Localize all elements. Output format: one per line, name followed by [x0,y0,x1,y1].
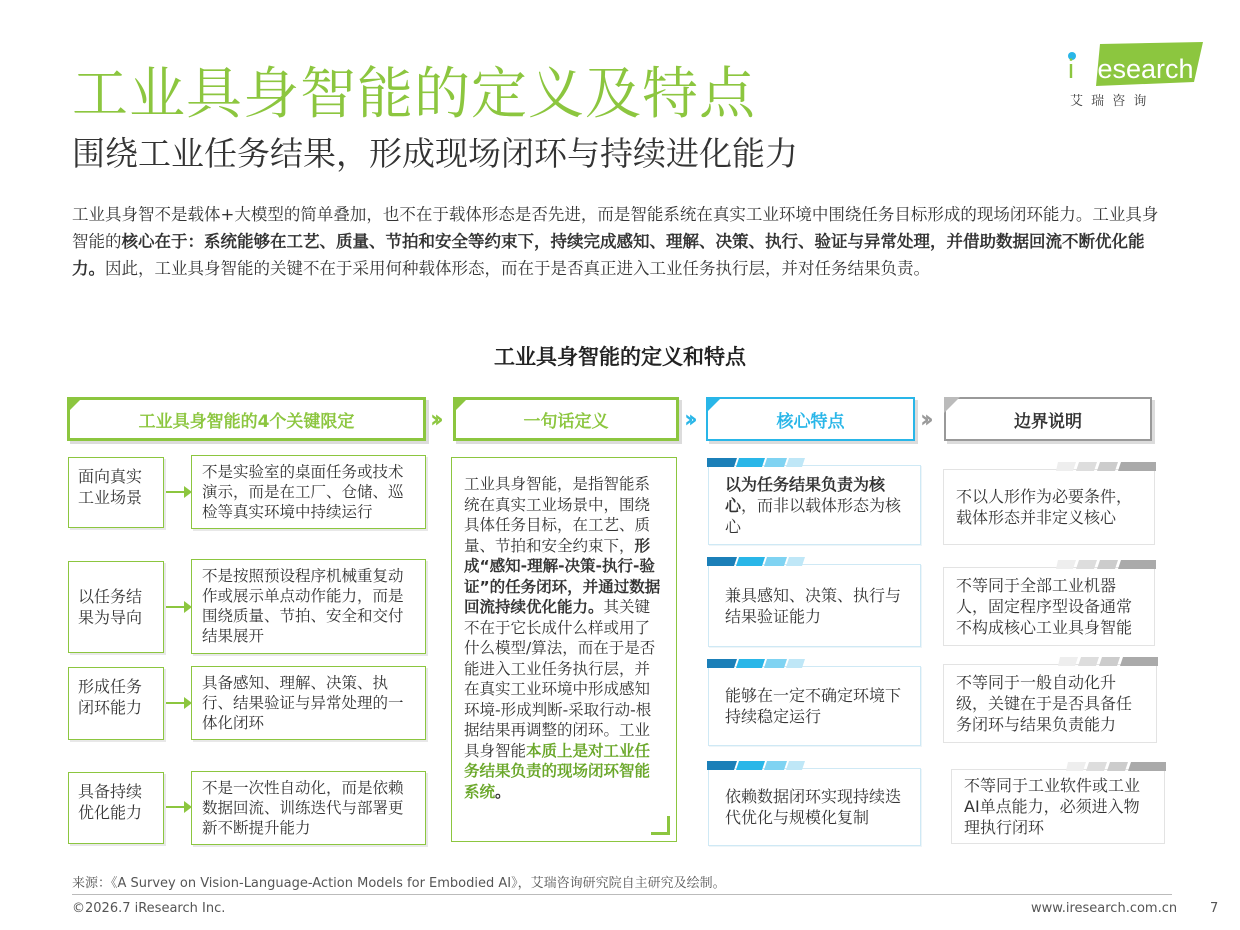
qualifier-desc-4: 不是一次性自动化，而是依赖数据回流、训练迭代与部署更新不断提升能力 [191,771,426,845]
qualifier-label-4: 具备持续优化能力 [68,772,164,844]
corner-decoration [453,397,469,413]
page-number: 7 [1210,901,1219,916]
source-note: 来源：《A Survey on Vision-Language-Action Models for Embodied AI》，艾瑞咨询研究院自主研究及绘制。 [72,876,726,891]
core-feature-1-text: ，而非以载体形态为核心 [725,495,902,536]
boundary-2-text: 不等同于全部工业机器人，固定程序型设备通常不构成核心工业具身智能 [956,576,1133,637]
chevron-right-icon: ›› [684,405,692,433]
boundary-1-text: 不以人形作为必要条件，载体形态并非定义核心 [956,487,1133,527]
definition-box [451,457,677,842]
header-core-label: 核心特点 [776,411,845,432]
header-definition [453,397,679,441]
boundary-4 [951,769,1165,844]
definition-text-1: 工业具身智能，是指智能系统在真实工业场景中，围绕具体任务目标，在工艺、质量、节拍和安全约束下， [464,475,651,555]
intro-text-bold: 核心在于：系统能够在工艺、质量、节拍和安全等约束下，持续完成感知、理解、决策、执行、验证与异常处理，并借助数据回流不断优化能力。 [72,232,1145,278]
core-feature-3-text: 能够在一定不确定环境下持续稳定运行 [725,686,902,726]
boundary-2 [943,567,1155,646]
header-core-features [706,397,915,441]
core-feature-2-text: 兼具感知、决策、执行与结果验证能力 [725,585,902,626]
copyright: ©2026.7 iResearch Inc. [72,901,226,916]
header-boundaries-label: 边界说明 [1014,411,1082,432]
qualifier-desc-3: 具备感知、理解、决策、执行、结果验证与异常处理的一体化闭环 [191,666,426,740]
core-feature-3 [708,666,921,746]
boundary-3 [943,664,1157,743]
corner-decoration [944,397,960,413]
arrow-right-icon [166,806,190,808]
qualifier-label-2: 以任务结果为导向 [68,561,164,653]
stripe-decoration [1056,462,1156,471]
chevron-right-icon: ›› [430,405,438,433]
qualifier-label-3: 形成任务闭环能力 [68,667,164,740]
stripe-decoration [1066,762,1166,771]
header-boundaries [944,397,1152,441]
qualifier-desc-2: 不是按照预设程序机械重复动作或展示单点动作能力，而是围绕质量、节拍、安全和交付结果展开 [191,559,426,654]
corner-decoration [651,816,670,835]
qualifier-label-1: 面向真实工业场景 [68,457,164,528]
stripe-decoration [707,659,827,668]
boundary-1 [943,469,1155,545]
corner-decoration [67,397,83,413]
stripe-decoration [707,458,827,467]
stripe-decoration [707,557,827,566]
intro-text-2: 因此，工业具身智能的关键不在于采用何种载体形态，而在于是否真正进入工业任务执行层，并对任务结果负责。 [105,259,930,278]
logo-subtext: 艾 瑞 咨 询 [1070,94,1149,109]
logo-text: Research [1078,54,1194,84]
stripe-decoration [1056,560,1156,569]
core-feature-4-text: 依赖数据闭环实现持续迭代优化与规模化复制 [725,787,902,827]
page-subtitle: 围绕工业任务结果，形成现场闭环与持续进化能力 [72,134,798,173]
core-feature-1-bold: 以为任务结果负责为核心 [725,474,886,515]
page-title: 工业具身智能的定义及特点 [72,62,756,127]
header-definition-label: 一句话定义 [523,411,609,432]
core-feature-1 [708,465,921,545]
header-qualifiers-label: 工业具身智能的4个关键限定 [138,411,355,432]
svg-text:i: i [1068,54,1074,84]
boundary-4-text: 不等同于工业软件或工业AI单点能力，必须进入物理执行闭环 [964,776,1141,837]
arrow-right-icon [166,606,190,608]
iresearch-logo [1064,42,1204,109]
stripe-decoration [707,761,827,770]
definition-text-bold: 形成“感知-理解-决策-执行-验证”的任务闭环，并通过数据回流持续优化能力。 [464,536,661,616]
website-link[interactable]: www.iresearch.com.cn [1031,901,1178,916]
definition-text-end: 。 [495,782,511,801]
arrow-right-icon [166,491,190,493]
corner-decoration [706,397,722,413]
header-qualifiers [67,397,426,441]
definition-highlight: 本质上是对工业任务结果负责的现场闭环智能系统 [464,741,651,801]
chevron-right-icon: ›› [920,405,928,433]
intro-paragraph [72,201,1172,282]
definition-text-2: 其关键不在于它长成什么样或用了什么模型/算法，而在于是否能进入工业任务执行层，并在真实工业环境中形成感知环境-形成判断-采取行动-根据结果再调整的闭环。工业具身智能 [464,598,656,760]
footer-divider [72,894,1172,895]
arrow-right-icon [166,702,190,704]
qualifier-desc-1: 不是实验室的桌面任务或技术演示，而是在工厂、仓储、巡检等真实环境中持续运行 [191,455,426,529]
boundary-3-text: 不等同于一般自动化升级，关键在于是否具备任务闭环与结果负责能力 [956,673,1133,734]
intro-text-1: 工业具身智不是载体+大模型的简单叠加，也不在于载体形态是否先进，而是智能系统在真实工业环境中围绕任务目标形成的现场闭环能力。工业具身智能的 [72,205,1159,251]
core-feature-2 [708,564,921,647]
core-feature-4 [708,768,921,846]
diagram-title: 工业具身智能的定义和特点 [494,345,746,369]
stripe-decoration [1058,657,1158,666]
